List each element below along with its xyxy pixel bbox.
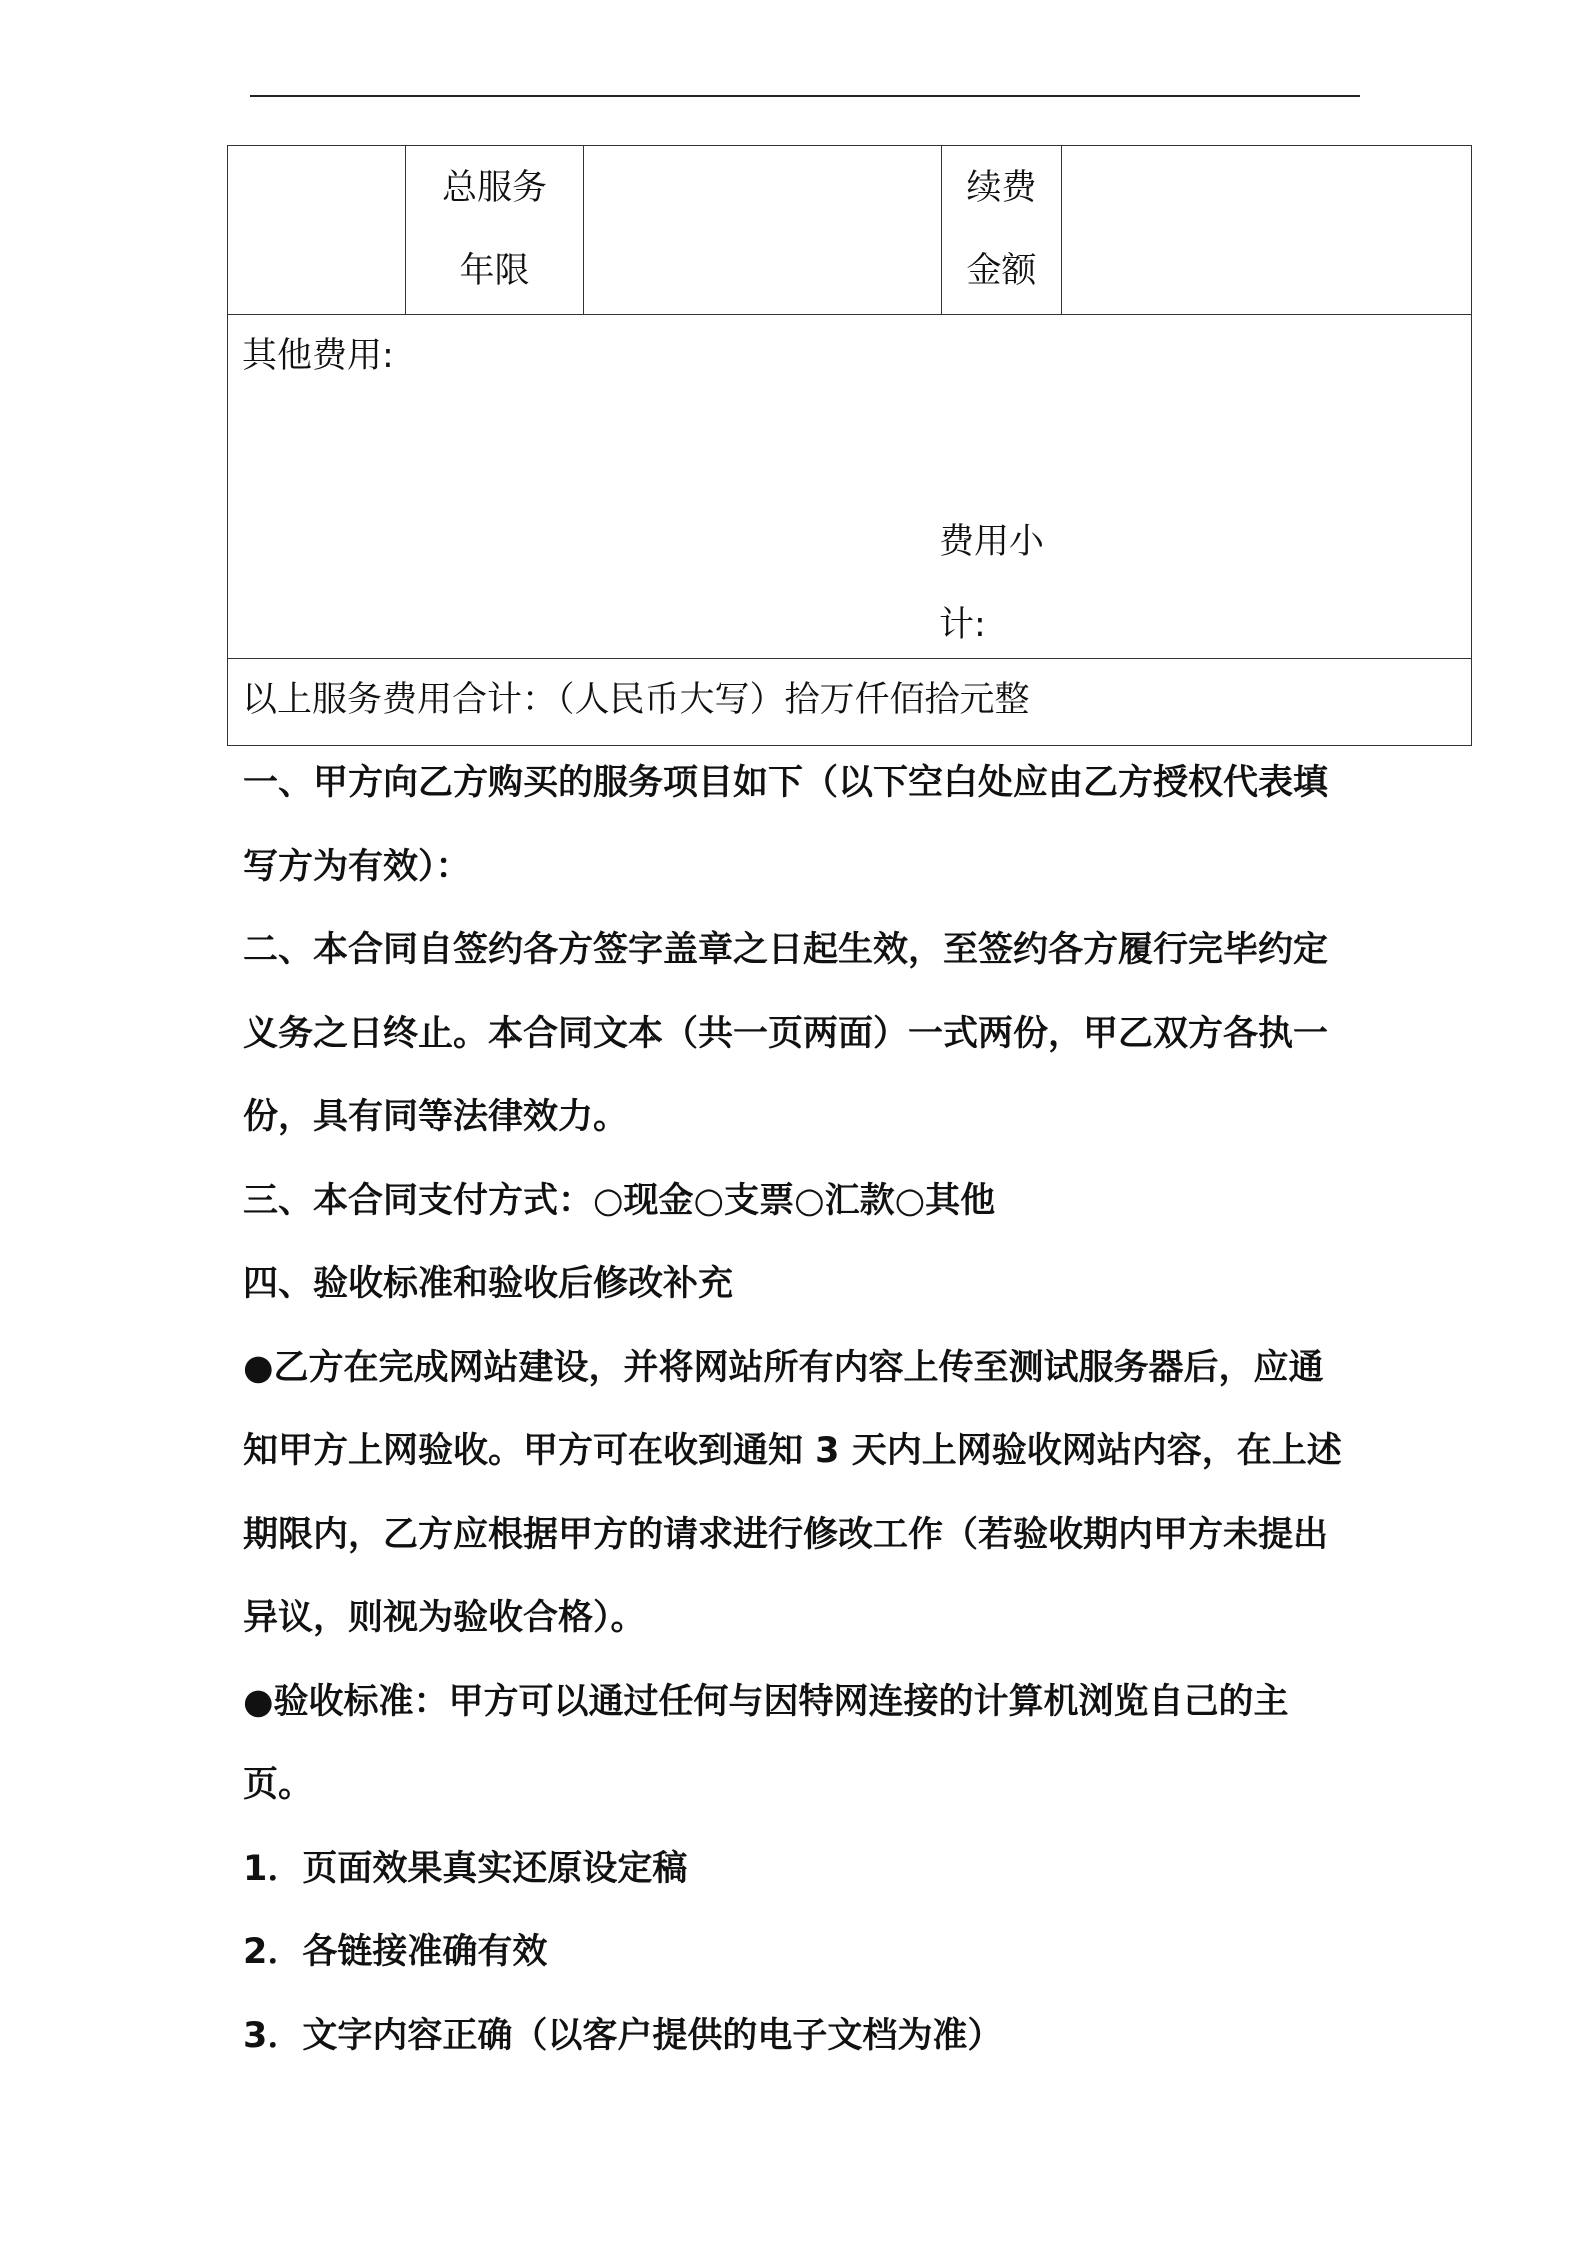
total-row [228, 659, 1472, 746]
renewal-amount-label [942, 146, 1062, 315]
service-term-row [228, 146, 1472, 315]
standard-item-3: 3．文字内容正确（以客户提供的电子文档为准） [243, 2015, 1003, 2056]
fee-subtotal-line2: 计: [939, 605, 986, 645]
fee-table [227, 145, 1472, 746]
renewal-amount-label-line2: 金额 [966, 251, 1037, 291]
acceptance-bullet: ●乙方在完成网站建设，并将网站所有内容上传至测试服务器后，应通知甲方上网验收。甲方可在收到通知 3 天内上网验收网站内容，在上述期限内，乙方应根据甲方的请求进行修改工作（若验收期内甲方未提出异议，则视为验收合格）。 [243, 1347, 1342, 1638]
total-amount-text: 以上服务费用合计：（人民币大写）拾万仟佰拾元整 [242, 680, 1030, 720]
renewal-amount-value[interactable] [1062, 146, 1472, 315]
total-service-term-label [406, 146, 584, 315]
other-fees-cell[interactable] [228, 315, 1472, 659]
fee-subtotal-label [939, 501, 1044, 667]
total-service-term-label-line2: 年限 [459, 251, 530, 291]
contract-body [243, 742, 1358, 2078]
fee-subtotal-line1: 费用小 [939, 522, 1045, 562]
total-cell [228, 659, 1472, 746]
clause-1: 一、甲方向乙方购买的服务项目如下（以下空白处应由乙方授权代表填写方为有效）： [243, 763, 1329, 887]
other-fees-label: 其他费用: [242, 336, 394, 376]
renewal-amount-label-line1: 续费 [966, 168, 1037, 208]
header-rule [250, 95, 1360, 97]
empty-cell [228, 146, 406, 315]
total-service-term-label-line1: 总服务 [441, 168, 547, 208]
acceptance-standard-bullet: ●验收标准：甲方可以通过任何与因特网连接的计算机浏览自己的主页。 [243, 1681, 1289, 1805]
clause-4-heading: 四、验收标准和验收后修改补充 [243, 1264, 734, 1304]
standard-item-1: 1．页面效果真实还原设定稿 [243, 1848, 688, 1889]
standard-item-2: 2．各链接准确有效 [243, 1932, 548, 1972]
clause-3-payment: 三、本合同支付方式：○现金○支票○汇款○其他 [243, 1180, 996, 1221]
other-fees-row [228, 315, 1472, 659]
clause-2: 二、本合同自签约各方签字盖章之日起生效，至签约各方履行完毕约定义务之日终止。本合同文本（共一页两面）一式两份，甲乙双方各执一份，具有同等法律效力。 [243, 930, 1329, 1137]
total-service-term-value[interactable] [584, 146, 942, 315]
